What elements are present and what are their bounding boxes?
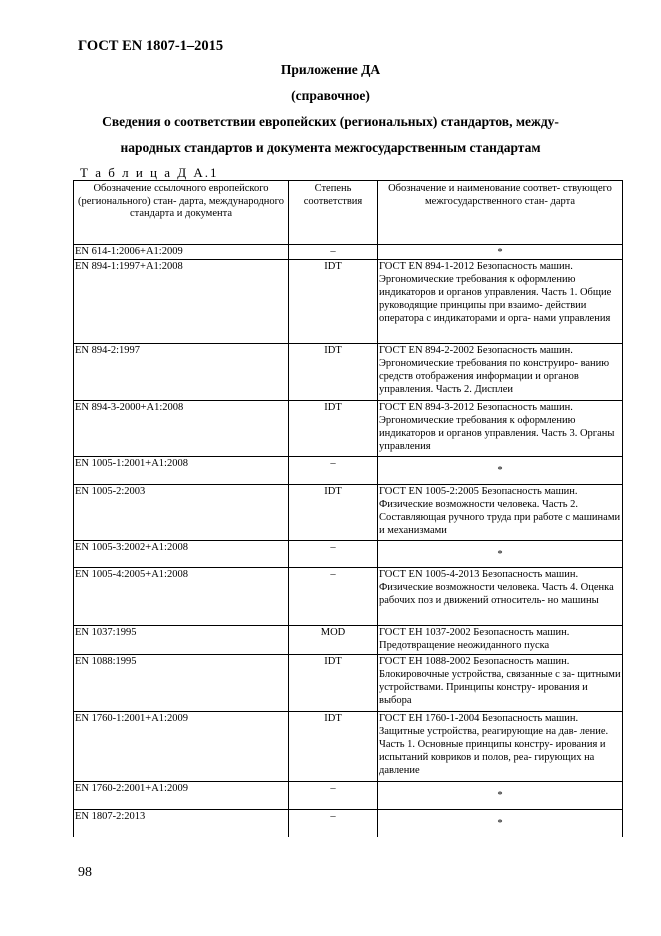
degree-cell: IDT xyxy=(289,260,378,344)
standard-cell: * xyxy=(378,810,623,837)
standard-cell: * xyxy=(378,782,623,810)
annex-heading-line-2: народных стандартов и документа межгосударственным стандартам xyxy=(120,140,541,155)
annex-heading-line-1: Сведения о соответствии европейских (региональных) стандартов, между- xyxy=(102,114,559,129)
document-header-code: ГОСТ EN 1807-1–2015 xyxy=(78,38,224,54)
degree-cell: – xyxy=(289,457,378,485)
table-header-row xyxy=(74,181,623,245)
table-row xyxy=(74,541,623,568)
column-header-interstate-standard: Обозначение и наименование соответ- ствующего межгосударственного стан- дарта xyxy=(378,181,623,245)
annex-subtitle: (справочное) xyxy=(291,88,370,103)
degree-cell: – xyxy=(289,541,378,568)
reference-cell: EN 894-2:1997 xyxy=(74,344,289,401)
reference-cell: EN 1807-2:2013 xyxy=(74,810,289,837)
table-row xyxy=(74,344,623,401)
column-header-degree: Степень соответствия xyxy=(289,181,378,245)
reference-cell: EN 1760-1:2001+A1:2009 xyxy=(74,712,289,782)
reference-cell: EN 1005-2:2003 xyxy=(74,485,289,541)
degree-cell: – xyxy=(289,568,378,626)
standard-cell: ГОСТ EH 1088-2002 Безопасность машин. Блокировочные устройства, связанные с за- щитными устройствами. Принципы констру- ирования и выбора xyxy=(378,655,623,712)
standard-cell: ГОСТ EH 1037-2002 Безопасность машин. Предотвращение неожиданного пуска xyxy=(378,626,623,655)
standard-cell: ГОСТ EN 1005-2:2005 Безопасность машин. Физические возможности человека. Часть 2. Составляющая ручного труда при работе с машинами и механизмами xyxy=(378,485,623,541)
standard-cell: ГОСТ EN 894-1-2012 Безопасность машин. Эргономические требования к оформлению индикаторов и органов управления. Часть 1. Общие руководящие принципы при взаимо- действии оператора с индикаторами и орга- нами управления xyxy=(378,260,623,344)
reference-cell: EN 614-1:2006+A1:2009 xyxy=(74,245,289,260)
table-row xyxy=(74,245,623,260)
degree-cell: – xyxy=(289,810,378,837)
reference-cell: EN 1005-1:2001+A1:2008 xyxy=(74,457,289,485)
table-row xyxy=(74,655,623,712)
degree-cell: IDT xyxy=(289,655,378,712)
standard-cell: ГОСТ EH 1760-1-2004 Безопасность машин. Защитные устройства, реагирующие на дав- ление. Часть 1. Основные принципы констру- ирования и испытаний ковриков и полов, реа- гирующих на давление xyxy=(378,712,623,782)
correspondence-table xyxy=(73,180,623,837)
degree-cell: IDT xyxy=(289,401,378,457)
standard-cell: ГОСТ EN 1005-4-2013 Безопасность машин. Физические возможности человека. Часть 4. Оценка рабочих поз и движений относитель- но машины xyxy=(378,568,623,626)
page-number: 98 xyxy=(78,865,92,880)
standard-cell: ГОСТ EN 894-2-2002 Безопасность машин. Эргономические требования по конструиро- ванию средств отображения информации и органов управления. Часть 2. Дисплеи xyxy=(378,344,623,401)
reference-cell: EN 1088:1995 xyxy=(74,655,289,712)
table-row xyxy=(74,457,623,485)
standard-cell: * xyxy=(378,457,623,485)
annex-title: Приложение ДА xyxy=(280,62,381,77)
reference-cell: EN 894-1:1997+A1:2008 xyxy=(74,260,289,344)
standard-cell: ГОСТ EN 894-3-2012 Безопасность машин. Эргономические требования к оформлению индикаторов и органов управления. Часть 3. Органы управления xyxy=(378,401,623,457)
degree-cell: – xyxy=(289,782,378,810)
standard-cell: * xyxy=(378,245,623,260)
column-header-reference: Обозначение ссылочного европейского (регионального) стан- дарта, международного стандарта и документа xyxy=(74,181,289,245)
degree-cell: IDT xyxy=(289,712,378,782)
table-caption: Т а б л и ц а Д А.1 xyxy=(80,165,219,180)
table-row xyxy=(74,260,623,344)
degree-cell: MOD xyxy=(289,626,378,655)
degree-cell: IDT xyxy=(289,344,378,401)
degree-cell: – xyxy=(289,245,378,260)
table-row xyxy=(74,810,623,837)
reference-cell: EN 894-3-2000+A1:2008 xyxy=(74,401,289,457)
standard-cell: * xyxy=(378,541,623,568)
reference-cell: EN 1005-4:2005+A1:2008 xyxy=(74,568,289,626)
reference-cell: EN 1037:1995 xyxy=(74,626,289,655)
table-row xyxy=(74,712,623,782)
table-row xyxy=(74,782,623,810)
reference-cell: EN 1760-2:2001+A1:2009 xyxy=(74,782,289,810)
table-row xyxy=(74,568,623,626)
table-row xyxy=(74,485,623,541)
degree-cell: IDT xyxy=(289,485,378,541)
table-row xyxy=(74,626,623,655)
reference-cell: EN 1005-3:2002+A1:2008 xyxy=(74,541,289,568)
table-row xyxy=(74,401,623,457)
